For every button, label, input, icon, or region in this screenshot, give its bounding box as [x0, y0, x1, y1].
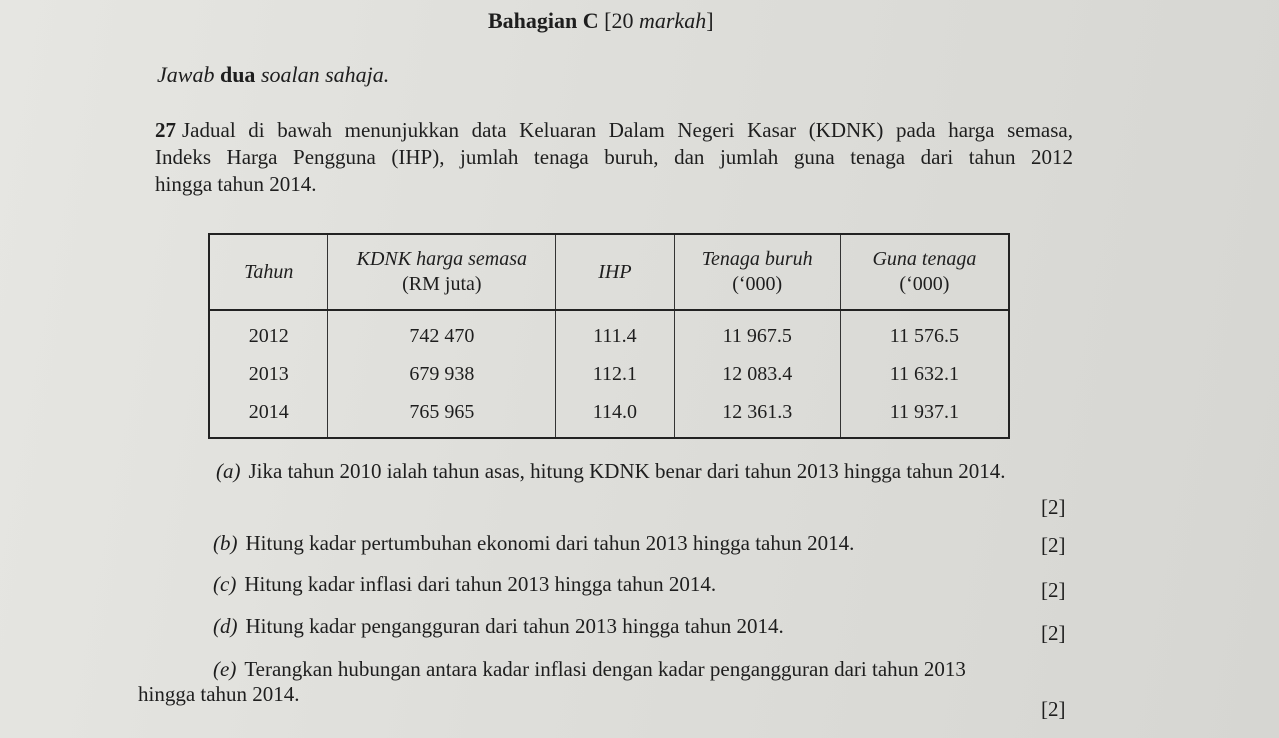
- cell-year: 2012: [209, 310, 328, 355]
- cell-employment: 11 937.1: [840, 393, 1009, 438]
- part-a-label: (a): [216, 459, 241, 483]
- part-b-text: Hitung kadar pertumbuhan ekonomi dari tahun 2013 hingga tahun 2014.: [245, 531, 855, 555]
- part-b: [213, 531, 854, 556]
- header-year: Tahun: [209, 234, 328, 310]
- header-employment: Guna tenaga (‘000): [840, 234, 1009, 310]
- part-d-marks: [2]: [1041, 621, 1066, 645]
- cell-labour-force: 12 361.3: [674, 393, 840, 438]
- part-c: [213, 572, 716, 597]
- part-e-marks: [2]: [1041, 697, 1066, 721]
- part-e-label: (e): [213, 657, 237, 681]
- part-d-text: Hitung kadar pengangguran dari tahun 2013 hingga tahun 2014.: [245, 614, 784, 638]
- cell-ihp: 111.4: [556, 310, 674, 355]
- part-e: [213, 657, 966, 682]
- instruction: Jawab dua soalan sahaja.: [157, 62, 390, 87]
- cell-labour-force: 11 967.5: [674, 310, 840, 355]
- part-d: [213, 614, 784, 639]
- cell-employment: 11 632.1: [840, 355, 1009, 393]
- cell-ihp: 114.0: [556, 393, 674, 438]
- table-row: [209, 393, 1009, 438]
- header-labour-force: Tenaga buruh (‘000): [674, 234, 840, 310]
- part-b-marks: [2]: [1041, 533, 1066, 557]
- cell-labour-force: 12 083.4: [674, 355, 840, 393]
- cell-kdnk: 765 965: [328, 393, 556, 438]
- part-c-marks: [2]: [1041, 578, 1066, 602]
- part-e-text-continued: hingga tahun 2014.: [138, 682, 300, 706]
- part-a-text: Jika tahun 2010 ialah tahun asas, hitung KDNK benar dari tahun 2013 hingga tahun 2014.: [248, 459, 1006, 483]
- data-table: [208, 233, 1010, 439]
- section-heading: [488, 8, 714, 34]
- question-line-1: 27 Jadual di bawah menunjukkan data Keluaran Dalam Negeri Kasar (KDNK) pada harga semasa,: [155, 118, 1073, 142]
- part-b-label: (b): [213, 531, 238, 555]
- part-e-text: Terangkan hubungan antara kadar inflasi dengan kadar pengangguran dari tahun 2013: [244, 657, 966, 681]
- part-a-marks: [2]: [1041, 495, 1066, 519]
- cell-year: 2013: [209, 355, 328, 393]
- question-line-3: hingga tahun 2014.: [155, 172, 317, 196]
- part-d-label: (d): [213, 614, 238, 638]
- table-header-row: [209, 234, 1009, 310]
- cell-year: 2014: [209, 393, 328, 438]
- cell-kdnk: 679 938: [328, 355, 556, 393]
- cell-ihp: 112.1: [556, 355, 674, 393]
- part-a: [216, 459, 1006, 484]
- part-c-text: Hitung kadar inflasi dari tahun 2013 hingga tahun 2014.: [244, 572, 717, 596]
- cell-employment: 11 576.5: [840, 310, 1009, 355]
- section-title: Bahagian C: [488, 8, 599, 33]
- header-kdnk: KDNK harga semasa (RM juta): [328, 234, 556, 310]
- table-row: [209, 310, 1009, 355]
- part-c-label: (c): [213, 572, 237, 596]
- table-row: [209, 355, 1009, 393]
- header-ihp: IHP: [556, 234, 674, 310]
- question-line-2: Indeks Harga Pengguna (IHP), jumlah tenaga buruh, dan jumlah guna tenaga dari tahun 2012: [155, 145, 1073, 169]
- question-intro: [155, 117, 1073, 198]
- cell-kdnk: 742 470: [328, 310, 556, 355]
- section-marks: [20 markah]: [604, 8, 714, 33]
- question-number: 27: [155, 118, 176, 142]
